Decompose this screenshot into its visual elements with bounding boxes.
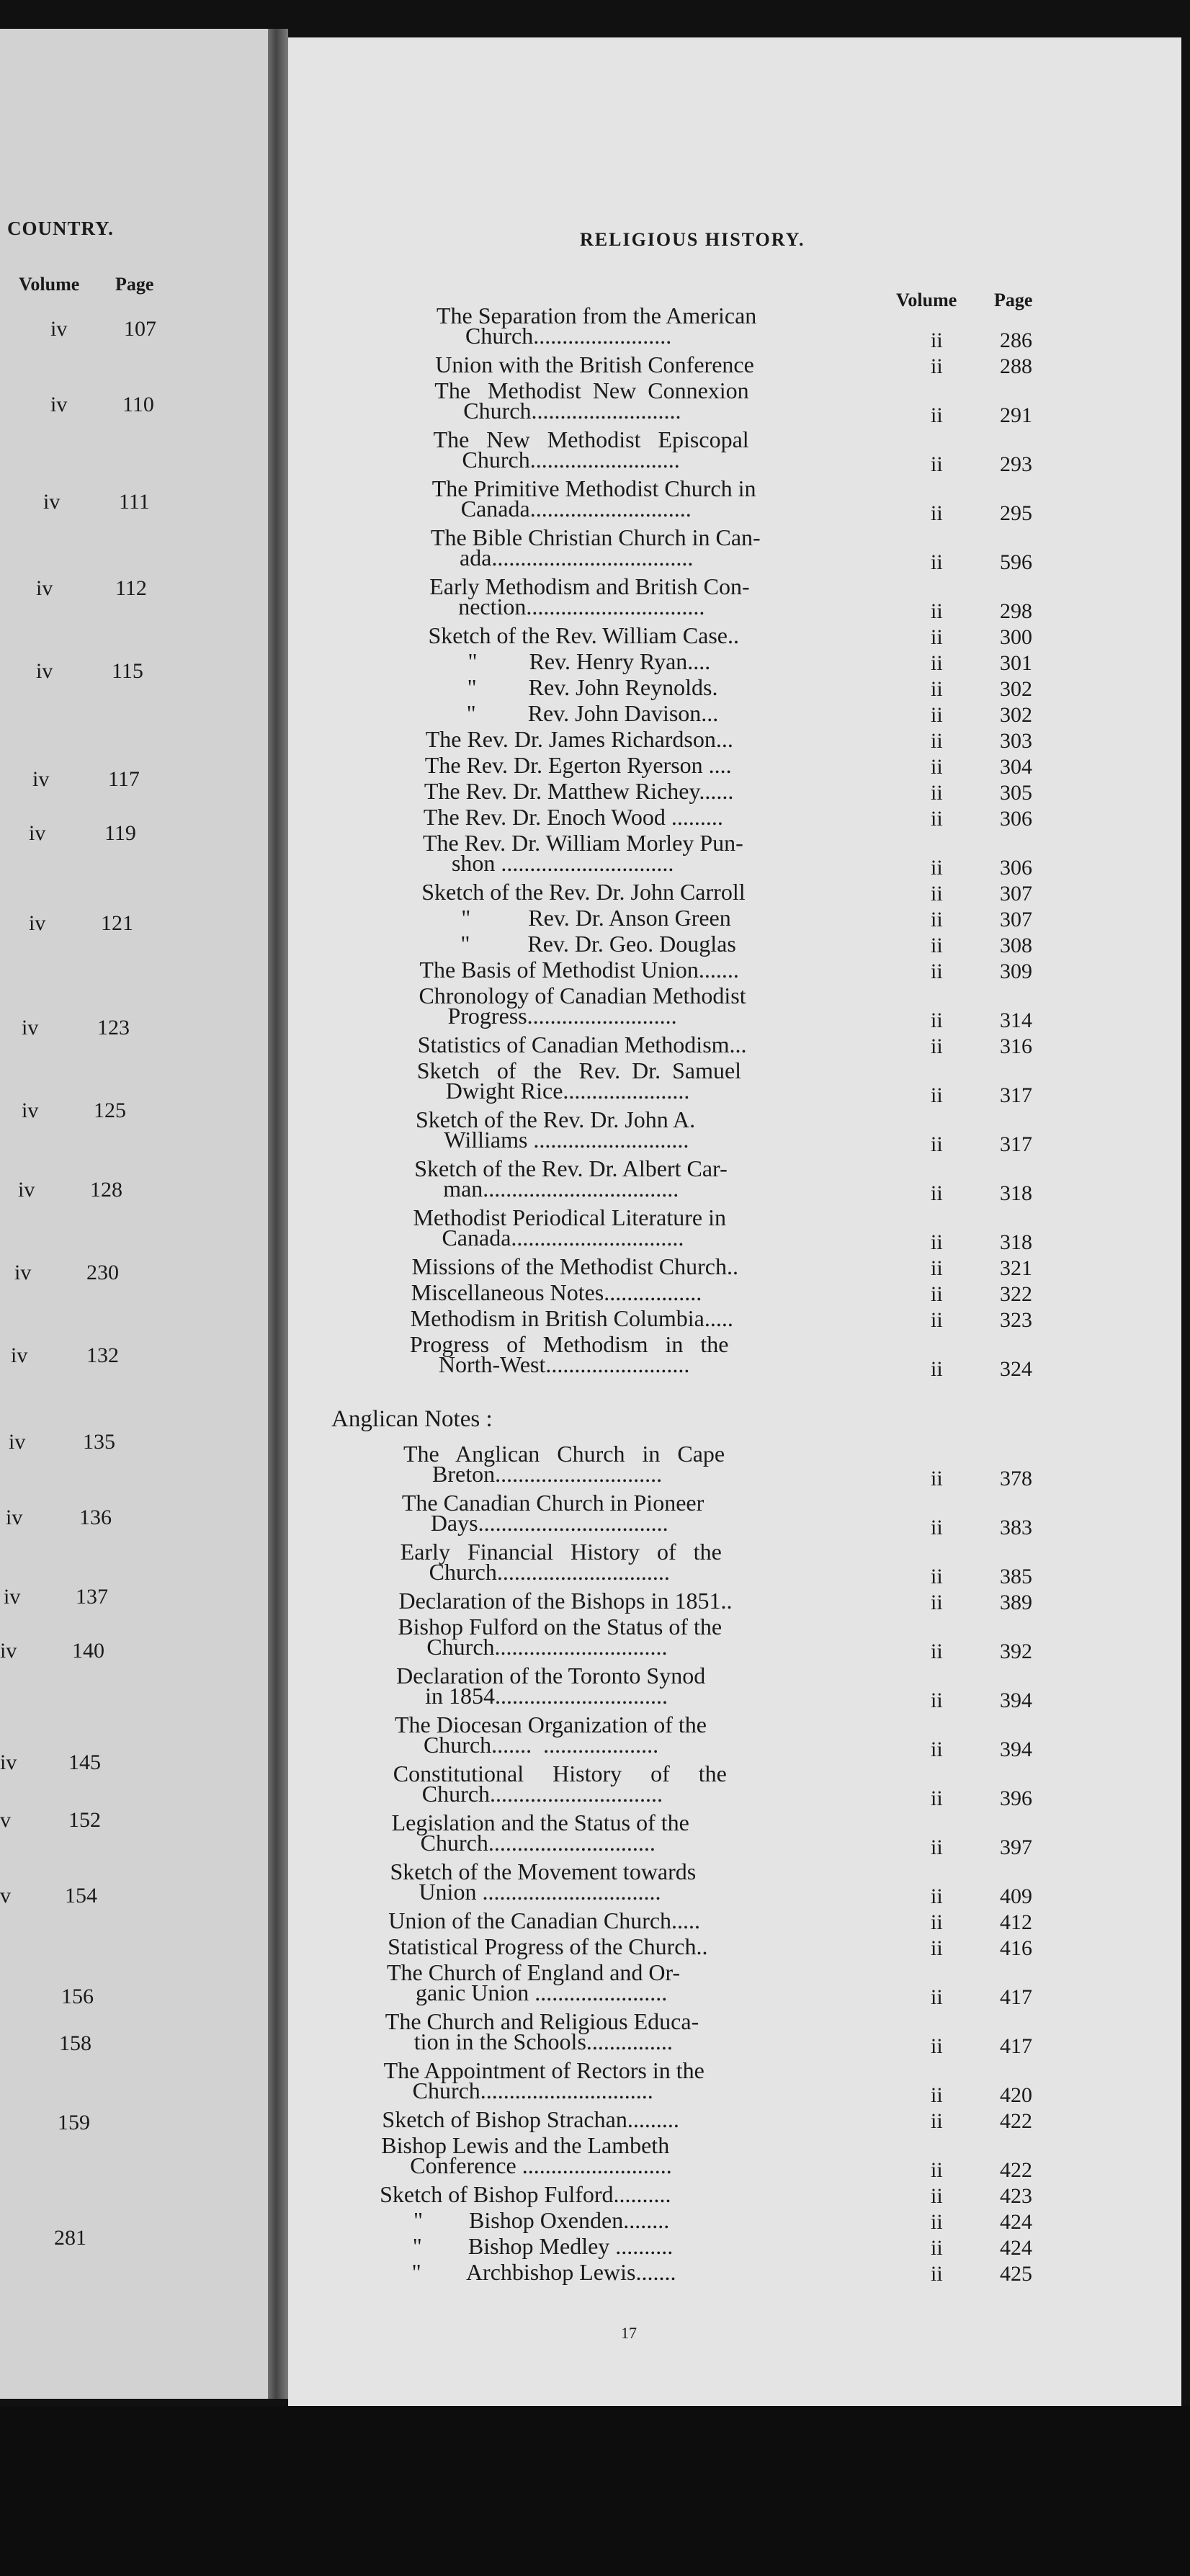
entry-title: Sketch of Bishop Strachan.........: [382, 2106, 679, 2132]
entry-page: 424: [1000, 2236, 1032, 2260]
entry-page: 306: [1000, 856, 1032, 880]
entry-volume: ii: [931, 599, 943, 623]
left-page-header: COUNTRY.: [7, 218, 114, 239]
entry-page: 417: [1000, 1985, 1032, 2009]
entry-title: The Church and Religious Educa- tion in the Schools...............: [385, 2008, 699, 2054]
entry-volume: ii: [931, 1282, 943, 1306]
entry-page: 309: [1000, 960, 1032, 983]
entry-volume: ii: [931, 882, 943, 905]
entry-title: The Basis of Methodist Union.......: [419, 957, 739, 983]
left-row: [0, 1430, 216, 1459]
entry-page: 322: [1000, 1282, 1032, 1306]
entry-volume: ii: [931, 1132, 943, 1156]
left-row-volume: v: [0, 1808, 11, 1832]
entry-volume: ii: [931, 625, 943, 649]
entry-title: Statistics of Canadian Methodism...: [417, 1032, 747, 1057]
entry-page: 324: [1000, 1357, 1032, 1381]
entry-volume: ii: [931, 501, 943, 525]
entry-page: 397: [1000, 1835, 1032, 1859]
page-number: 17: [621, 2324, 637, 2342]
entry-volume: ii: [931, 1640, 943, 1663]
column-volume: Volume: [896, 290, 957, 310]
left-row-volume: v: [0, 1884, 11, 1908]
left-row-page: 128: [90, 1178, 122, 1202]
left-row-page: 135: [83, 1430, 115, 1454]
entry-volume: ii: [931, 1565, 943, 1588]
entry-page: 596: [1000, 550, 1032, 574]
entry-title: Miscellaneous Notes.................: [411, 1279, 702, 1305]
entry-page: 291: [1000, 403, 1032, 427]
entry-page: 420: [1000, 2083, 1032, 2107]
entry-title: " Rev. Dr. Anson Green: [421, 905, 731, 931]
entry-page: 308: [1000, 934, 1032, 957]
entry-page: 409: [1000, 1884, 1032, 1908]
entry-volume: ii: [931, 2158, 943, 2182]
entry-page: 412: [1000, 1910, 1032, 1934]
entry-title: The Rev. Dr. Egerton Ryerson ....: [424, 752, 732, 778]
left-row: [0, 911, 216, 940]
entry-volume: ii: [931, 1083, 943, 1107]
entry-page: 389: [1000, 1591, 1032, 1614]
entry-volume: ii: [931, 1034, 943, 1058]
entry-title: The Rev. Dr. William Morley Pun- shon ..............................: [422, 830, 743, 876]
entry-volume: ii: [931, 781, 943, 805]
left-row-volume: iv: [18, 1178, 35, 1202]
entry-volume: ii: [931, 452, 943, 476]
entry-title: " Rev. Henry Ryan....: [427, 648, 711, 674]
entry-volume: ii: [931, 1591, 943, 1614]
left-column-volume: Volume: [19, 274, 80, 295]
entry-volume: ii: [931, 1985, 943, 2009]
entry-title: Sketch of the Rev. Dr. John A. Williams ...........................: [415, 1106, 696, 1153]
left-row: [0, 821, 216, 850]
section-heading-anglican: Anglican Notes :: [331, 1406, 493, 1432]
entry-volume: ii: [931, 934, 943, 957]
left-row-page: 137: [76, 1585, 108, 1609]
entry-page: 288: [1000, 354, 1032, 378]
entry-page: 303: [1000, 729, 1032, 753]
entry-page: 306: [1000, 807, 1032, 831]
page-title: RELIGIOUS HISTORY.: [580, 229, 805, 250]
left-row: [0, 1985, 216, 2013]
entry-page: 316: [1000, 1034, 1032, 1058]
entry-title: Sketch of the Rev. William Case..: [428, 622, 739, 648]
entry-volume: ii: [931, 1256, 943, 1280]
entry-title: The Rev. Dr. Matthew Richey......: [424, 778, 734, 804]
entry-volume: ii: [931, 1835, 943, 1859]
entry-page: 383: [1000, 1516, 1032, 1539]
entry-page: 424: [1000, 2210, 1032, 2234]
left-row-volume: iv: [14, 1261, 32, 1284]
left-row-volume: iv: [6, 1506, 23, 1529]
left-row-page: 140: [72, 1639, 104, 1663]
entry-title: Missions of the Methodist Church..: [411, 1253, 738, 1279]
entry-volume: ii: [931, 1936, 943, 1960]
entry-page: 318: [1000, 1181, 1032, 1205]
entry-page: 417: [1000, 2034, 1032, 2058]
entry-volume: ii: [931, 2262, 943, 2286]
entry-page: 425: [1000, 2262, 1032, 2286]
entry-title: Methodist Periodical Literature in Canada..............................: [413, 1204, 726, 1251]
left-row: [0, 767, 216, 796]
entry-volume: ii: [931, 550, 943, 574]
entry-title: The Primitive Methodist Church in Canada............................: [431, 475, 756, 522]
left-row-page: 123: [97, 1016, 130, 1039]
entry-page: 293: [1000, 452, 1032, 476]
left-row: [0, 2226, 216, 2255]
left-row-page: 158: [59, 2031, 91, 2055]
left-row-page: 117: [108, 767, 140, 791]
left-row-page: 110: [122, 393, 154, 416]
left-row-volume: iv: [0, 1639, 17, 1663]
entry-volume: ii: [931, 354, 943, 378]
entry-page: 317: [1000, 1132, 1032, 1156]
entry-volume: ii: [931, 703, 943, 727]
left-row-page: 107: [124, 317, 156, 341]
entry-page: 323: [1000, 1308, 1032, 1332]
column-page: Page: [994, 290, 1033, 310]
entry-title: The Bible Christian Church in Can- ada...................................: [430, 524, 761, 571]
entry-page: 416: [1000, 1936, 1032, 1960]
entry-title: Sketch of the Rev. Dr. John Carroll: [421, 879, 746, 905]
left-row-page: 111: [119, 490, 150, 514]
entry-page: 378: [1000, 1467, 1032, 1490]
entry-volume: ii: [931, 729, 943, 753]
entry-volume: ii: [931, 1467, 943, 1490]
entry-title: The New Methodist Episcopal Church..........................: [433, 426, 749, 473]
left-column-page: Page: [115, 274, 154, 295]
entry-title: Union of the Canadian Church.....: [388, 1908, 701, 1933]
left-row-page: 281: [54, 2226, 86, 2250]
entry-volume: ii: [931, 2210, 943, 2234]
left-row-page: 121: [101, 911, 133, 935]
left-row-page: 112: [115, 576, 147, 600]
entry-title: " Archbishop Lewis.......: [377, 2259, 676, 2285]
left-row-volume: iv: [36, 576, 53, 600]
left-row: [0, 317, 216, 346]
left-row-page: 159: [58, 2111, 90, 2134]
entry-page: 301: [1000, 651, 1032, 675]
entry-title: Sketch of the Movement towards Union ...............................: [390, 1859, 697, 1905]
left-row: [0, 1261, 216, 1289]
entry-title: The Anglican Church in Cape Breton.............................: [403, 1441, 725, 1487]
left-row-volume: iv: [11, 1343, 28, 1367]
entry-page: 396: [1000, 1786, 1032, 1810]
entry-page: 302: [1000, 703, 1032, 727]
left-row-page: 136: [79, 1506, 112, 1529]
entry-title: Declaration of the Toronto Synod in 1854..............................: [396, 1663, 706, 1709]
entry-volume: ii: [931, 1230, 943, 1254]
entry-title: The Rev. Dr. James Richardson...: [425, 726, 733, 752]
entry-page: 321: [1000, 1256, 1032, 1280]
entry-page: 300: [1000, 625, 1032, 649]
entry-volume: ii: [931, 403, 943, 427]
entry-page: 314: [1000, 1009, 1032, 1032]
entry-title: " Bishop Medley ..........: [377, 2233, 674, 2259]
left-row-volume: iv: [22, 1099, 39, 1122]
left-row-volume: iv: [29, 821, 46, 845]
left-row-volume: iv: [22, 1016, 39, 1039]
entry-title: Bishop Fulford on the Status of the Church..............................: [398, 1614, 722, 1660]
entry-title: The Methodist New Connexion Church..........................: [434, 377, 749, 424]
left-row: [0, 1506, 216, 1534]
entry-page: 298: [1000, 599, 1032, 623]
left-row-page: 230: [86, 1261, 119, 1284]
left-row: [0, 393, 216, 421]
left-row-volume: iv: [36, 659, 53, 683]
entry-page: 307: [1000, 882, 1032, 905]
entry-volume: ii: [931, 2034, 943, 2058]
entry-volume: ii: [931, 1738, 943, 1761]
left-row-volume: iv: [29, 911, 46, 935]
entry-title: Progress of Methodism in the North-West.........................: [409, 1331, 729, 1377]
left-row: [0, 490, 216, 519]
entry-title: The Diocesan Organization of the Church....... ....................: [394, 1712, 707, 1758]
left-row: [0, 1750, 216, 1779]
left-row-page: 132: [86, 1343, 119, 1367]
entry-volume: ii: [931, 856, 943, 880]
entry-page: 295: [1000, 501, 1032, 525]
entry-page: 302: [1000, 677, 1032, 701]
left-row-page: 119: [104, 821, 136, 845]
left-row: [0, 576, 216, 605]
entry-page: 392: [1000, 1640, 1032, 1663]
entry-page: 394: [1000, 1689, 1032, 1712]
left-row-volume: iv: [4, 1585, 21, 1609]
entry-title: Sketch of Bishop Fulford..........: [380, 2181, 671, 2207]
entry-title: The Separation from the American Church........................: [437, 303, 757, 349]
entry-volume: ii: [931, 1689, 943, 1712]
entry-volume: ii: [931, 908, 943, 931]
left-row: [0, 1016, 216, 1045]
entry-title: " Rev. John Reynolds.: [426, 674, 718, 700]
entry-volume: ii: [931, 651, 943, 675]
entry-title: Sketch of the Rev. Dr. Albert Car- man..................................: [414, 1155, 728, 1202]
entry-volume: ii: [931, 677, 943, 701]
entry-page: 286: [1000, 328, 1032, 352]
scan-border: [0, 2406, 1190, 2576]
entry-volume: ii: [931, 807, 943, 831]
entry-page: 318: [1000, 1230, 1032, 1254]
entry-volume: ii: [931, 1009, 943, 1032]
entry-title: Statistical Progress of the Church..: [388, 1933, 708, 1959]
entry-title: Constitutional History of the Church..............................: [393, 1761, 727, 1807]
entry-volume: ii: [931, 2109, 943, 2133]
entry-title: Declaration of the Bishops in 1851..: [398, 1588, 733, 1614]
entry-volume: ii: [931, 2083, 943, 2107]
left-row-page: 115: [112, 659, 143, 683]
entry-volume: ii: [931, 960, 943, 983]
left-row-volume: iv: [9, 1430, 26, 1454]
left-row-page: 154: [65, 1884, 97, 1908]
entry-title: " Rev. Dr. Geo. Douglas: [420, 931, 736, 957]
left-page: [0, 29, 272, 2399]
left-row: [0, 1808, 216, 1837]
left-row-volume: iv: [50, 393, 68, 416]
left-row: [0, 2031, 216, 2060]
left-row-page: 156: [61, 1985, 94, 2008]
entry-volume: ii: [931, 2236, 943, 2260]
entry-title: Bishop Lewis and the Lambeth Conference ..........................: [381, 2132, 672, 2178]
entry-volume: ii: [931, 1516, 943, 1539]
entry-page: 422: [1000, 2158, 1032, 2182]
entry-title: Sketch of the Rev. Dr. Samuel Dwight Rice......................: [416, 1057, 742, 1104]
entry-title: " Bishop Oxenden........: [378, 2207, 670, 2233]
entry-page: 307: [1000, 908, 1032, 931]
entry-page: 305: [1000, 781, 1032, 805]
left-row-volume: iv: [0, 1750, 17, 1774]
entry-title: The Rev. Dr. Enoch Wood .........: [423, 804, 723, 830]
entry-volume: ii: [931, 1357, 943, 1381]
entry-page: 394: [1000, 1738, 1032, 1761]
left-row-volume: iv: [50, 317, 68, 341]
entry-page: 304: [1000, 755, 1032, 779]
entry-volume: ii: [931, 1884, 943, 1908]
entry-volume: ii: [931, 328, 943, 352]
entry-title: Union with the British Conference: [435, 352, 754, 377]
left-row: [0, 659, 216, 688]
entry-page: 317: [1000, 1083, 1032, 1107]
entry-title: Early Methodism and British Con- nection...............................: [429, 573, 750, 620]
entry-page: 423: [1000, 2184, 1032, 2208]
left-row-volume: iv: [43, 490, 61, 514]
left-row: [0, 1178, 216, 1207]
entry-volume: ii: [931, 2184, 943, 2208]
entry-volume: ii: [931, 1308, 943, 1332]
left-row-page: 145: [68, 1750, 101, 1774]
entry-title: The Appointment of Rectors in the Church..............................: [383, 2057, 704, 2103]
left-row: [0, 1099, 216, 1127]
left-row-volume: iv: [32, 767, 50, 791]
entry-title: Chronology of Canadian Methodist Progress..........................: [419, 983, 746, 1029]
entry-title: Methodism in British Columbia.....: [410, 1305, 733, 1331]
entry-title: " Rev. John Davison...: [426, 700, 719, 726]
entry-volume: ii: [931, 1786, 943, 1810]
left-row: [0, 1585, 216, 1614]
left-row-page: 152: [68, 1808, 101, 1832]
entry-title: The Church of England and Or- ganic Union .......................: [386, 1959, 681, 2005]
entry-title: The Canadian Church in Pioneer Days.................................: [401, 1490, 704, 1536]
left-row: [0, 1884, 216, 1913]
entry-page: 422: [1000, 2109, 1032, 2133]
left-row: [0, 1639, 216, 1668]
entry-page: 385: [1000, 1565, 1032, 1588]
book-gutter: [268, 29, 288, 2399]
entry-title: Legislation and the Status of the Church.............................: [391, 1810, 689, 1856]
left-row-page: 125: [94, 1099, 126, 1122]
entry-volume: ii: [931, 1910, 943, 1934]
entry-title: Early Financial History of the Church..............................: [400, 1539, 722, 1585]
entry-volume: ii: [931, 755, 943, 779]
left-row: [0, 2111, 216, 2139]
entry-volume: ii: [931, 1181, 943, 1205]
left-row: [0, 1343, 216, 1372]
